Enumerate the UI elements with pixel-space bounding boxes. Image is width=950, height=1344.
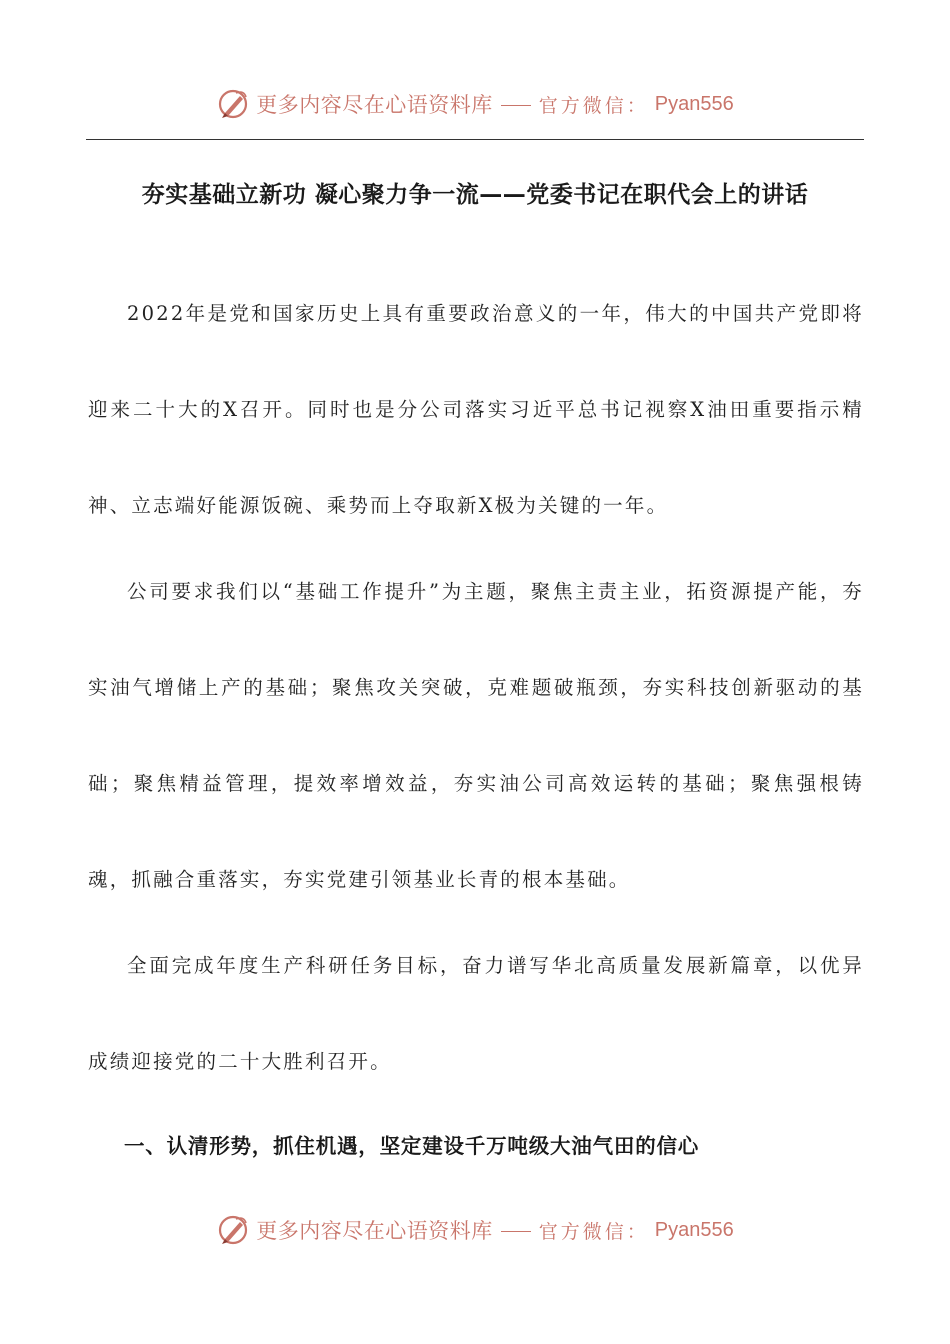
paragraph-1: 2022年是党和国家历史上具有重要政治意义的一年，伟大的中国共产党即将迎来二十大的X召开。同时也是分公司落实习近平总书记视察X油田重要指示精神、立志端好能源饭碗、乘势而上夺取新X极为关键的一年。 xyxy=(88,302,864,517)
watermark-dash xyxy=(501,105,531,106)
document-title: 夯实基础立新功 凝心聚力争一流——党委书记在职代会上的讲话 xyxy=(141,182,809,208)
watermark-site-text: 更多内容尽在心语资料库 xyxy=(256,1219,493,1243)
header-divider xyxy=(86,139,864,140)
watermark-wechat-id: Pyan556 xyxy=(654,92,734,115)
watermark-site-text: 更多内容尽在心语资料库 xyxy=(256,93,493,117)
section-heading: 一、认清形势，抓住机遇，坚定建设千万吨级大油气田的信心 xyxy=(124,1134,700,1158)
paragraph-3: 全面完成年度生产科研任务目标，奋力谱写华北高质量发展新篇章，以优异成绩迎接党的二十大胜利召开。 xyxy=(88,954,864,1073)
pen-logo-icon xyxy=(216,87,250,121)
watermark-wechat-id: Pyan556 xyxy=(654,1218,734,1241)
pen-logo-icon xyxy=(216,1213,250,1247)
watermark-label: 官方微信： xyxy=(538,1220,649,1243)
paragraph-2: 公司要求我们以“基础工作提升”为主题，聚焦主责主业，拓资源提产能，夯实油气增储上产的基础；聚焦攻关突破，克难题破瓶颈，夯实科技创新驱动的基础；聚焦精益管理，提效率增效益，夯实油公司高效运转的基础；聚焦强根铸魂，抓融合重落实，夯实党建引领基业长青的根本基础。 xyxy=(88,580,864,891)
footer-watermark xyxy=(0,1210,950,1250)
watermark-label: 官方微信： xyxy=(538,94,649,117)
watermark-dash xyxy=(501,1231,531,1232)
document-body xyxy=(88,266,864,1110)
header-watermark xyxy=(0,84,950,124)
